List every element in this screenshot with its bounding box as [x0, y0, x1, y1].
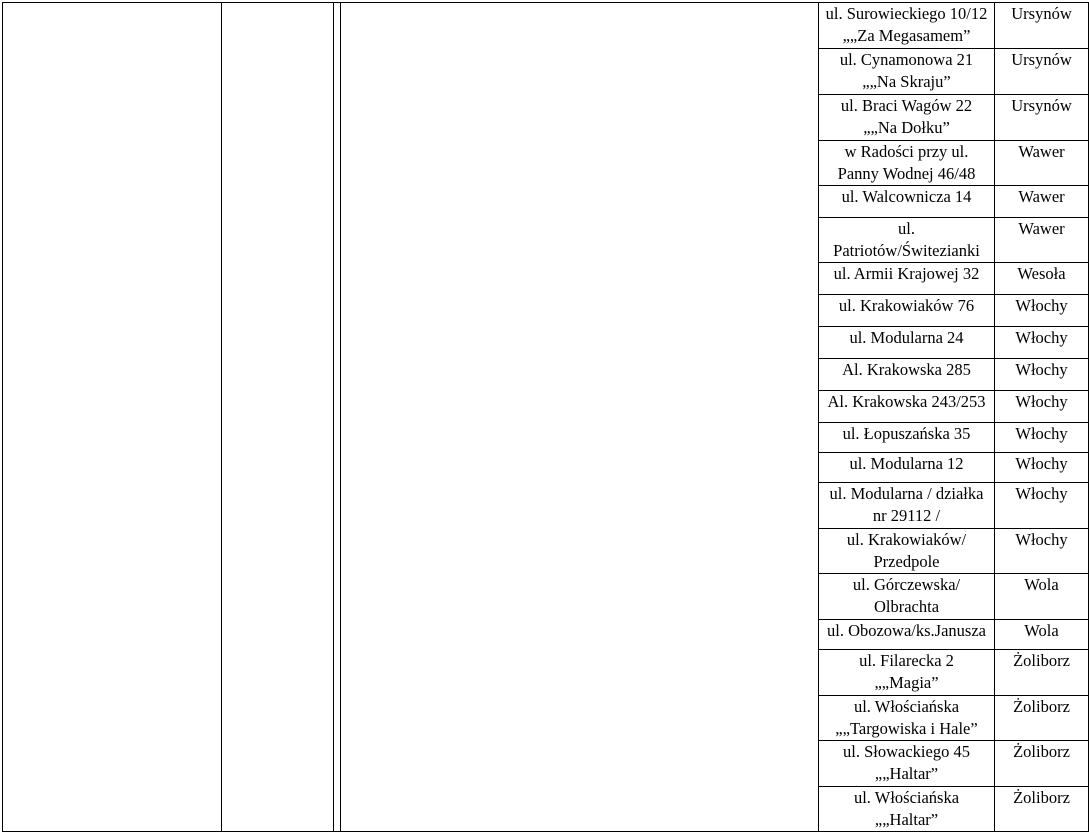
district-cell: Włochy: [995, 453, 1089, 483]
address-cell: [819, 741, 995, 787]
district-cell: Ursynów: [995, 49, 1089, 95]
address-line: ul. Filarecka 2: [859, 651, 954, 670]
district-cell: Żoliborz: [995, 696, 1089, 741]
address-cell: [819, 3, 995, 49]
district-cell: Wesoła: [995, 263, 1089, 295]
address-line: ul. Surowieckiego 10/12: [825, 4, 988, 23]
district-cell: Wola: [995, 620, 1089, 650]
address-line: ul. Modularna / działka: [829, 484, 984, 503]
address-cell: [819, 696, 995, 741]
address-cell: [819, 453, 995, 483]
address-line: Olbrachta: [873, 597, 940, 616]
address-line: „„Haltar”: [874, 764, 939, 783]
district-cell: Wawer: [995, 186, 1089, 218]
empty-column-3: [334, 3, 341, 832]
district-cell: Ursynów: [995, 3, 1089, 49]
address-line: „„Magia”: [874, 673, 939, 692]
address-cell: [819, 95, 995, 141]
address-cell: [819, 787, 995, 832]
district-cell: Wola: [995, 574, 1089, 620]
address-line: ul. Obozowa/ks.Janusza: [826, 621, 986, 640]
district-cell: Żoliborz: [995, 741, 1089, 787]
address-cell: [819, 218, 995, 263]
district-cell: Ursynów: [995, 95, 1089, 141]
address-cell: [819, 49, 995, 95]
address-line: ul. Słowackiego 45: [843, 742, 970, 761]
empty-column-2: [222, 3, 334, 832]
address-cell: [819, 327, 995, 359]
address-cell: [819, 650, 995, 696]
address-line: „„Targowiska i Hale”: [835, 719, 978, 738]
address-cell: [819, 574, 995, 620]
address-cell: [819, 391, 995, 423]
address-line: „„Za Megasamem”: [842, 26, 971, 45]
address-cell: [819, 359, 995, 391]
address-line: Patriotów/Świtezianki: [833, 241, 980, 260]
address-line: ul. Cynamonowa 21: [839, 50, 974, 69]
address-line: ul. Armii Krajowej 32: [833, 264, 980, 283]
address-line: ul. Włościańska: [853, 788, 960, 807]
address-line: ul. Braci Wagów 22: [840, 96, 973, 115]
district-cell: Włochy: [995, 483, 1089, 529]
address-cell: [819, 186, 995, 218]
address-line: ul. Włościańska: [853, 697, 960, 716]
address-cell: [819, 620, 995, 650]
address-line: w Radości przy ul.: [844, 142, 969, 161]
address-line: Przedpole: [873, 552, 940, 571]
address-cell: [819, 263, 995, 295]
address-line: ul. Modularna 12: [849, 454, 964, 473]
address-line: „„Na Skraju”: [862, 72, 951, 91]
address-cell: [819, 295, 995, 327]
district-cell: Wawer: [995, 141, 1089, 186]
district-cell: Włochy: [995, 529, 1089, 574]
address-line: ul. Modularna 24: [849, 328, 964, 347]
district-cell: Włochy: [995, 295, 1089, 327]
empty-column-1: [3, 3, 222, 832]
address-line: Al. Krakowska 285: [842, 360, 971, 379]
address-line: Panny Wodnej 46/48: [837, 164, 976, 183]
district-cell: Wawer: [995, 218, 1089, 263]
table-row: [3, 3, 1089, 49]
address-cell: [819, 529, 995, 574]
address-line: ul. Walcownicza 14: [841, 187, 972, 206]
address-line: ul. Krakowiaków/: [846, 530, 967, 549]
district-cell: Włochy: [995, 391, 1089, 423]
address-line: ul. Krakowiaków 76: [838, 296, 975, 315]
district-cell: Włochy: [995, 359, 1089, 391]
address-table: [2, 2, 1089, 832]
address-line: ul.: [898, 219, 915, 238]
address-cell: [819, 483, 995, 529]
address-cell: [819, 423, 995, 453]
address-line: „„Haltar”: [874, 810, 939, 829]
address-line: nr 29112 /: [872, 506, 941, 525]
address-line: „„Na Dołku”: [863, 118, 950, 137]
address-cell: [819, 141, 995, 186]
address-line: ul. Łopuszańska 35: [842, 424, 971, 443]
district-cell: Żoliborz: [995, 650, 1089, 696]
district-cell: Włochy: [995, 423, 1089, 453]
empty-column-4: [341, 3, 819, 832]
address-table-body: [3, 3, 1089, 832]
district-cell: Żoliborz: [995, 787, 1089, 832]
address-line: ul. Górczewska/: [852, 575, 961, 594]
address-line: Al. Krakowska 243/253: [827, 392, 986, 411]
district-cell: Włochy: [995, 327, 1089, 359]
